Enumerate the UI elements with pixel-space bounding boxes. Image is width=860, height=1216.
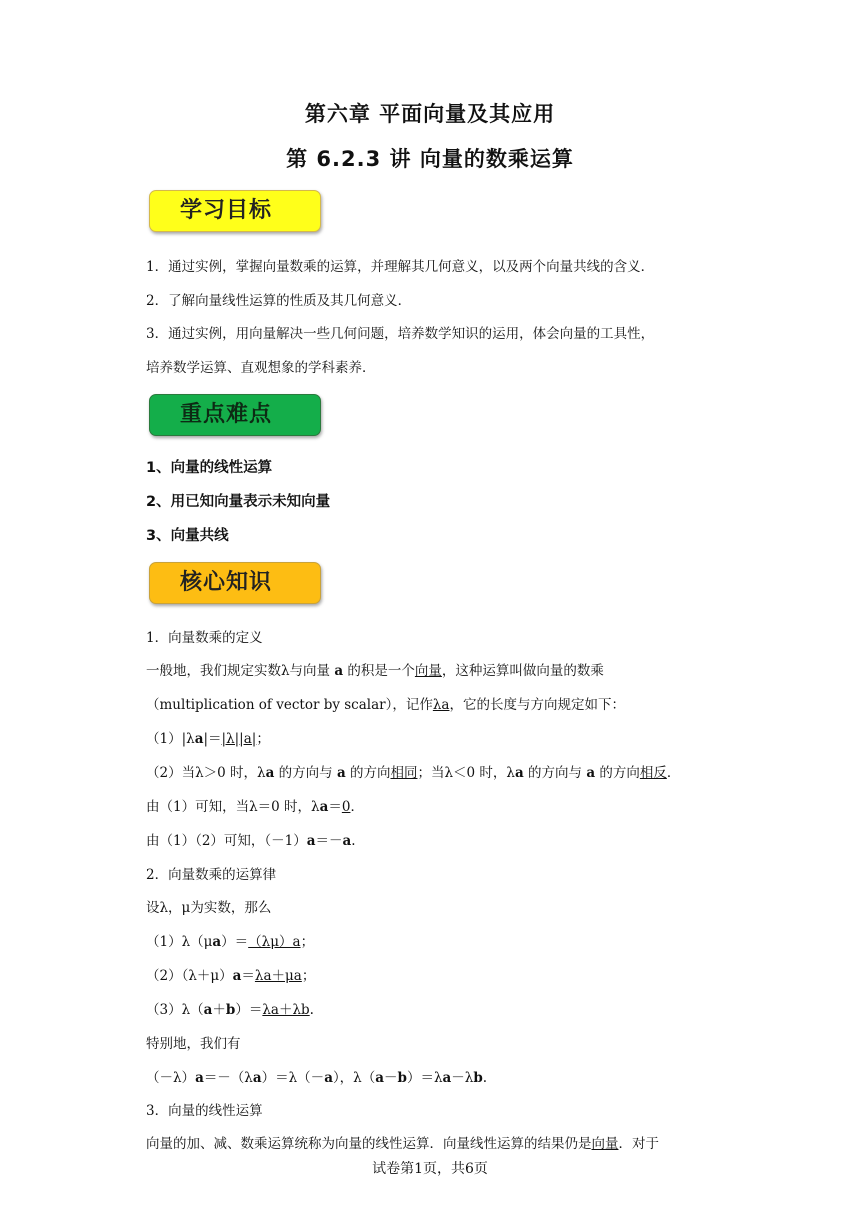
lecture-title: 第 6.2.3 讲 向量的数乘运算 [286,147,574,171]
goals-banner: 学习目标 [149,190,321,232]
heading-scalar-definition: 1．向量数乘的定义 [146,630,263,646]
rule-direction: （2）当λ＞0 时，λa 的方向与 a 的方向相同；当λ＜0 时，λa 的方向与 a 的方向相反． [146,765,681,781]
definition-paragraph: 一般地，我们规定实数λ与向量 a 的积是一个向量，这种运算叫做向量的数乘 [146,663,604,679]
heading-linear-operations: 3．向量的线性运算 [146,1103,263,1119]
page-footer: 试卷第1页，共6页 [372,1161,488,1177]
chapter-title: 第六章 平面向量及其应用 [304,102,556,126]
special-formula: （－λ）a＝－（λa）＝λ（－a），λ（a－b）＝λa－λb. [146,1070,488,1086]
rule-zero: 由（1）可知，当λ＝0 时，λa＝0． [146,799,364,815]
goal-item-3: 3．通过实例，用向量解决一些几何问题，培养数学知识的运用，体会向量的工具性， [146,326,655,342]
core-knowledge-banner: 核心知识 [149,562,321,604]
goal-item-1: 1．通过实例，掌握向量数乘的运算，并理解其几何意义，以及两个向量共线的含义． [146,259,655,275]
key-points-banner: 重点难点 [149,394,321,436]
rule-negative: 由（1）（2）可知，（－1）a＝－a. [146,833,356,849]
key-point-3: 3、向量共线 [146,528,229,544]
heading-operation-laws: 2．向量数乘的运算律 [146,867,277,883]
key-point-1: 1、向量的线性运算 [146,460,273,476]
law-distributive-vector: （3）λ（a＋b）＝λa＋λb. [146,1002,314,1018]
linear-operations-paragraph: 向量的加、减、数乘运算统称为向量的线性运算．向量线性运算的结果仍是向量．对于 [146,1136,659,1152]
goal-item-2: 2．了解向量线性运算的性质及其几何意义． [146,293,412,309]
special-intro: 特别地，我们有 [146,1036,241,1052]
key-point-2: 2、用已知向量表示未知向量 [146,494,331,510]
rule-length: （1）|λa|＝|λ||a|； [146,731,270,747]
law-distributive-scalar: （2）（λ＋μ）a＝λa＋μa； [146,968,316,984]
definition-paragraph-cont: （multiplication of vector by scalar），记作λa，它的长度与方向规定如下： [146,697,625,713]
goal-item-3-cont: 培养数学运算、直观想象的学科素养． [146,360,376,376]
laws-intro: 设λ，μ为实数，那么 [146,900,272,916]
law-associative: （1）λ（μa）＝（λμ）a； [146,934,315,950]
